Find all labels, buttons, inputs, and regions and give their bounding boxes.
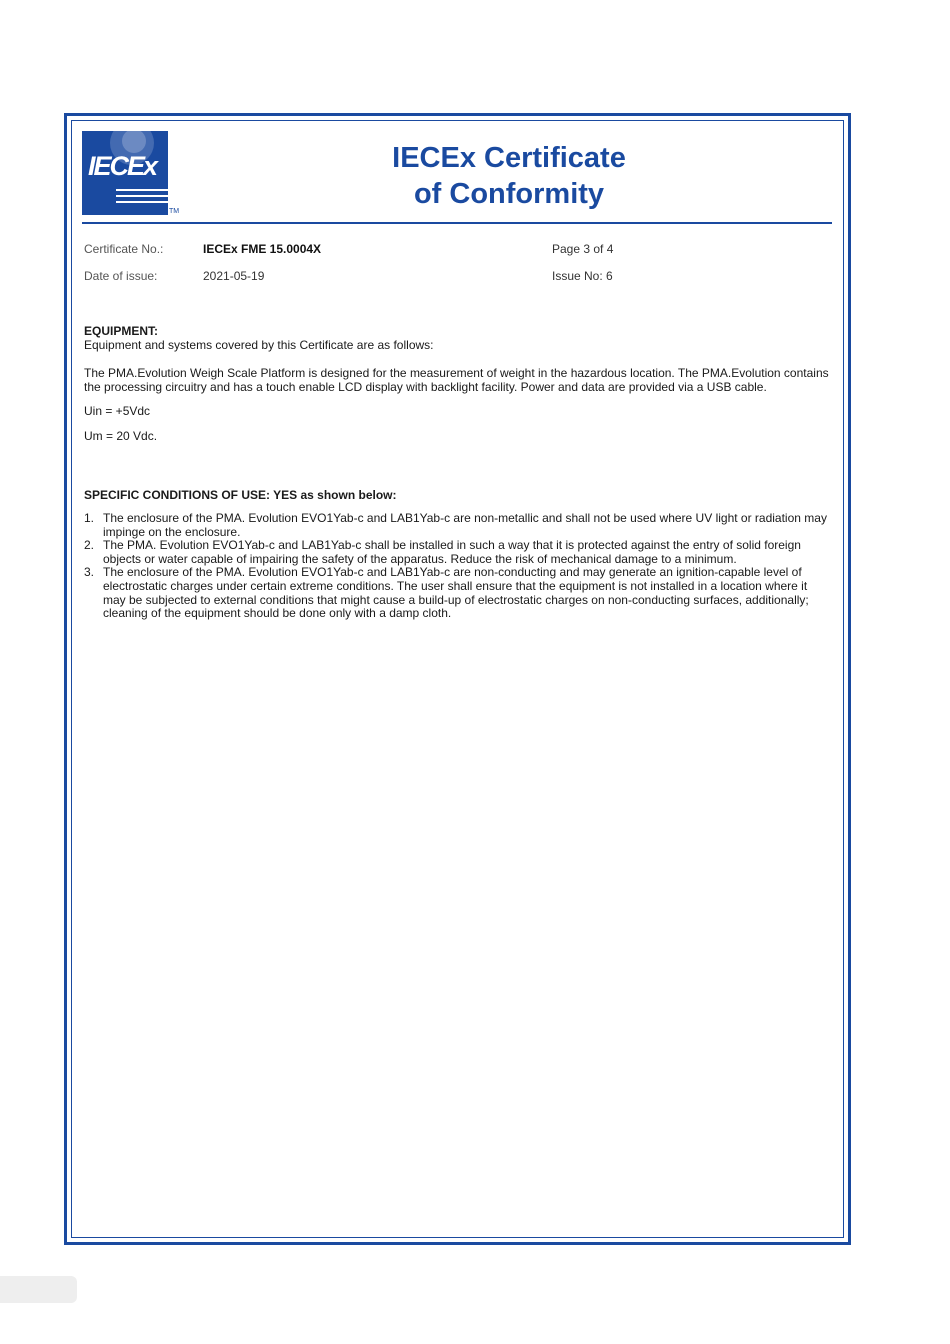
- page-tab[interactable]: [0, 1276, 77, 1303]
- equipment-um: Um = 20 Vdc.: [84, 429, 158, 443]
- condition-text: The enclosure of the PMA. Evolution EVO1Yab-c and LAB1Yab-c are non-conducting and may generate an ignition-capable level of electrostatic charges under certain extreme conditions. The user shall ensure that the equipment is not installed in a location where it may be subjected to external conditions that might cause a build-up of electrostatic charges on non-conducting surfaces, additionally; cleaning of the equipment should be done only with a damp cloth.: [103, 565, 809, 621]
- condition-item: [84, 512, 829, 539]
- certificate-border: [64, 113, 851, 1245]
- condition-item: [84, 539, 829, 566]
- iecex-logo-graphic: [82, 131, 168, 215]
- condition-number: 1.: [84, 511, 95, 525]
- page-title: [300, 140, 718, 212]
- date-of-issue-label: Date of issue:: [84, 269, 158, 283]
- condition-text: The PMA. Evolution EVO1Yab-c and LAB1Yab-c shall be installed in such a way that it is protected against the entry of solid foreign objects or water capable of impairing the safety of the apparatus. Reduce the risk of mechanical damage to a minimum.: [103, 538, 801, 566]
- header-divider: [82, 222, 832, 224]
- title-line-2: of Conformity: [413, 178, 605, 210]
- conditions-list: [84, 512, 829, 621]
- certificate-number-label: Certificate No.:: [84, 242, 164, 256]
- condition-number: 3.: [84, 565, 95, 580]
- page-indicator: Page 3 of 4: [552, 242, 614, 256]
- iecex-logo: [82, 131, 168, 215]
- equipment-uin: Uin = +5Vdc: [84, 404, 151, 418]
- logo-text: IECEx: [88, 151, 157, 181]
- equipment-heading: EQUIPMENT:: [84, 324, 159, 338]
- condition-text: The enclosure of the PMA. Evolution EVO1Yab-c and LAB1Yab-c are non-metallic and shall not be used where UV light or radiation may impinge on the enclosure.: [103, 511, 827, 539]
- issue-number: Issue No: 6: [552, 269, 613, 283]
- certificate-inner-border: [71, 120, 844, 1238]
- certificate-number-value: IECEx FME 15.0004X: [203, 242, 322, 256]
- equipment-description: The PMA.Evolution Weigh Scale Platform is designed for the measurement of weight in the hazardous location. The PMA.Evolution contains the processing circuitry and has a touch enable LCD display with backlight facility. Power and data are provided via a USB cable.: [84, 366, 829, 394]
- condition-item: [84, 566, 829, 620]
- equipment-intro: Equipment and systems covered by this Certificate are as follows:: [84, 338, 434, 352]
- conditions-heading: SPECIFIC CONDITIONS OF USE: YES as shown below:: [84, 488, 397, 502]
- logo-trademark: TM: [169, 208, 180, 215]
- condition-number: 2.: [84, 538, 95, 553]
- title-line-1: IECEx Certificate: [392, 142, 626, 174]
- date-of-issue-value: 2021-05-19: [203, 269, 265, 283]
